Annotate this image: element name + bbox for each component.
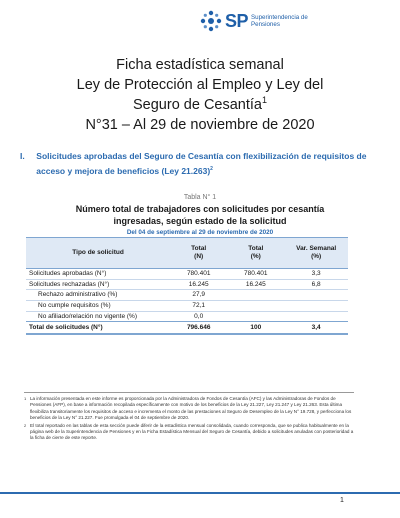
table-title: Número total de trabajadores con solicitudes por cesantía ingresadas, según estado de la solicitud — [75, 204, 325, 226]
section-title-text: Solicitudes aprobadas del Seguro de Cesantía con flexibilización de requisitos de acceso y mejora de beneficios (Ley 21.263) — [36, 151, 367, 176]
footnote-number: 1 — [24, 396, 27, 401]
row-var: 3,3 — [284, 269, 348, 280]
row-n: 72,1 — [170, 301, 227, 312]
footnote — [24, 423, 354, 442]
header-total-pct-b: (%) — [250, 253, 261, 260]
row-var: 6,8 — [284, 279, 348, 290]
header-total-n-a: Total — [191, 245, 207, 252]
footnote-text: La información presentada en este informe es proporcionada por la Administradora de Fondos de Cesantía (AFC) y las Administradoras de Fondos de Pensiones (AFP), en base a información recopilada específicamente con motivo de los beneficios de la Ley 21.227, Ley 21.247 y Ley 21.263. Esta última flexibiliza transitoriamente los requisitos de acceso e incrementa el monto de las prestaciones al Seguro de Desempleo de la Ley N° 19.728, y perfecciona los beneficios de la Ley N° 21.227. Fue promulgada el 04 de septiembre de 2020. — [30, 396, 352, 421]
table-row — [26, 279, 348, 290]
title-line3-text: Seguro de Cesantía — [133, 97, 262, 113]
table-row — [26, 269, 348, 280]
header-total-n-b: (N) — [194, 253, 204, 260]
sp-logo — [200, 10, 308, 32]
table-row — [26, 290, 348, 301]
row-n: 16.245 — [170, 279, 227, 290]
row-pct — [227, 301, 284, 312]
row-n: 27,9 — [170, 290, 227, 301]
title-line4: N°31 – Al 29 de noviembre de 2020 — [85, 117, 315, 133]
section-title — [36, 150, 382, 178]
section-heading — [20, 150, 382, 178]
section-number: I. — [20, 151, 25, 161]
row-pct: 780.401 — [227, 269, 284, 280]
header-total-n — [170, 238, 227, 269]
page-number: 1 — [340, 497, 344, 504]
row-label: No afiliado/relación no vigente (%) — [38, 312, 137, 320]
row-label: Solicitudes aprobadas (N°) — [26, 269, 170, 280]
section-footnote-ref: 2 — [210, 166, 213, 172]
title-line2: Ley de Protección al Empleo y Ley del — [76, 77, 324, 93]
sp-logo-mark-icon — [200, 10, 222, 32]
table-header-row — [26, 238, 348, 269]
logo-sp-text: SP — [225, 11, 249, 31]
logo-name-line2: Pensiones — [251, 21, 280, 28]
logo-name-line1: Superintendencia de — [251, 14, 308, 21]
row-label: Rechazo administrativo (%) — [26, 290, 170, 301]
row-n: 780.401 — [170, 269, 227, 280]
row-label: Solicitudes rechazadas (N°) — [26, 279, 170, 290]
table-row — [26, 301, 348, 312]
total-label: Total de solicitudes (N°) — [26, 322, 170, 335]
total-n: 796.646 — [170, 322, 227, 335]
footnote-number: 2 — [24, 422, 27, 428]
row-var — [284, 301, 348, 312]
document-title — [0, 55, 400, 135]
title-line1: Ficha estadística semanal — [116, 57, 284, 73]
header-total-pct-a: Total — [248, 245, 264, 252]
table-total-row — [26, 322, 348, 335]
row-n: 0,0 — [194, 312, 204, 320]
footnotes — [24, 392, 354, 443]
row-label: No cumple requisitos (%) — [26, 301, 170, 312]
row-var — [284, 311, 348, 322]
row-pct — [227, 311, 284, 322]
header-var-a: Var. Semanal — [296, 245, 337, 252]
table-subtitle: Del 04 de septiembre al 29 de noviembre de 2020 — [126, 229, 274, 236]
row-pct: 16.245 — [227, 279, 284, 290]
title-line3 — [0, 95, 400, 115]
footnote — [24, 396, 354, 422]
statistics-table — [26, 237, 348, 335]
title-footnote-ref: 1 — [261, 95, 267, 105]
header-total-pct — [227, 238, 284, 269]
header-tipo: Tipo de solicitud — [26, 238, 170, 269]
table-label: Tabla N° 1 — [183, 194, 217, 201]
table-row — [26, 311, 348, 322]
row-var — [284, 290, 348, 301]
total-var: 3,4 — [284, 322, 348, 335]
footnote-text: El total reportado en las tablas de esta sección puede diferir de la estadística mensual consolidada, cuando corresponda, que se publica habitualmente en la página web de la Superintendencia de Pensiones y en la Ficha Estadística Mensual del Seguro de Cesantía, debido a solicitudes anuladas con posterioridad a la ficha de cierre de este reporte. — [30, 422, 354, 441]
header-var-b: (%) — [311, 253, 322, 260]
header-var — [284, 238, 348, 269]
row-pct — [227, 290, 284, 301]
page-footer-rule — [0, 492, 400, 494]
total-pct: 100 — [227, 322, 284, 335]
